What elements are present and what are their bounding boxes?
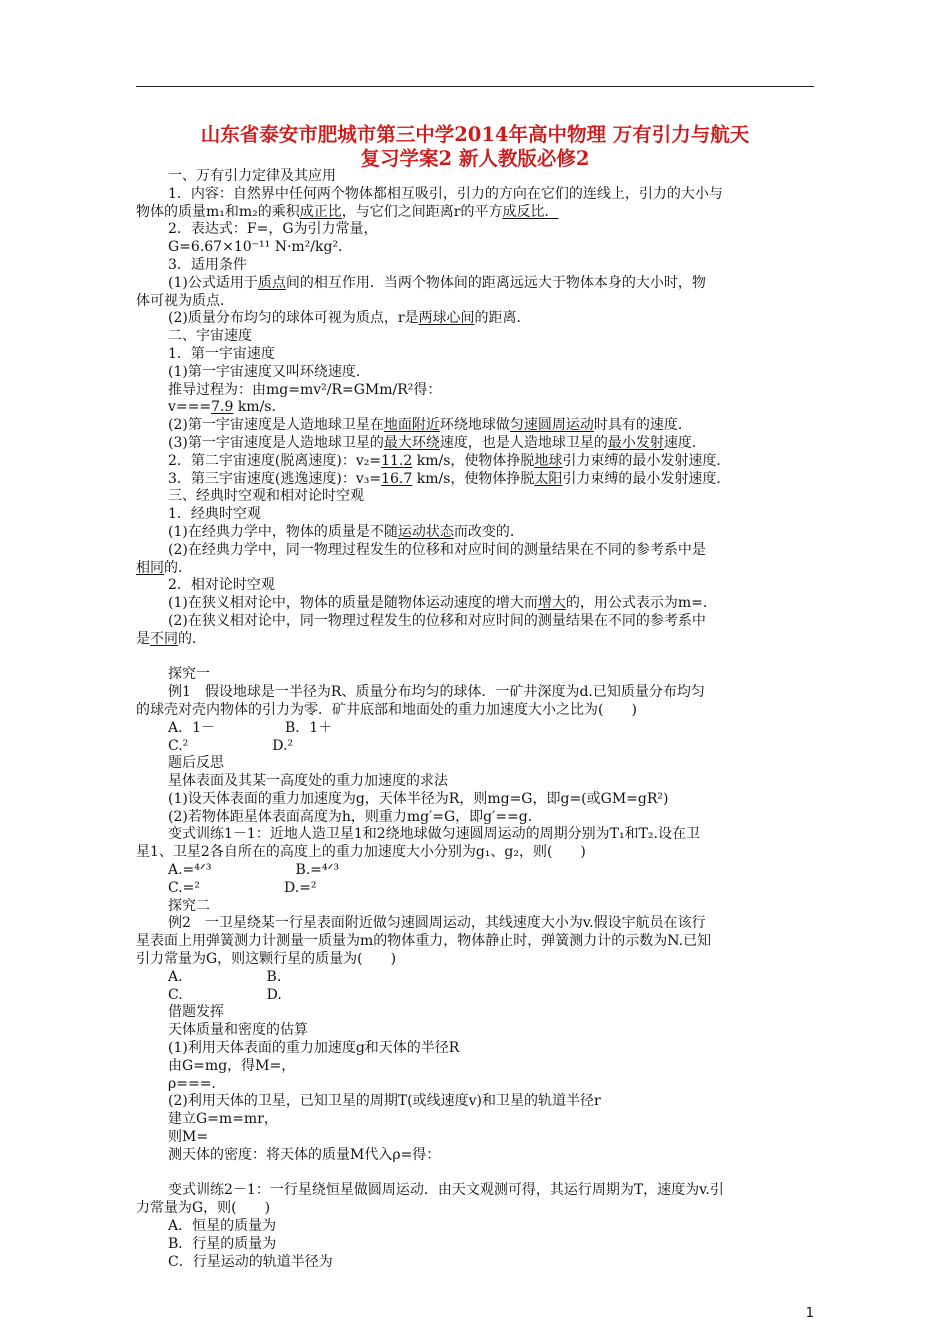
text-segment: 借题发挥 (168, 1004, 224, 1021)
text-line (136, 346, 816, 364)
text-line (136, 738, 816, 756)
text-line (136, 382, 816, 400)
text-segment: A.=⁴ᐟ³ B.=⁴ᐟ³ (168, 862, 340, 879)
text-segment: 时具有的速度． (593, 417, 692, 434)
text-segment: 2．第二宇宙速度(脱离速度)：v₂= (168, 452, 382, 469)
blank-line (136, 1165, 816, 1183)
text-line (136, 755, 816, 773)
underlined-answer: 两球心间 (418, 310, 475, 327)
text-segment: 引力常量为G，则这颗行星的质量为( ) (136, 951, 397, 968)
text-segment: A．恒星的质量为 (168, 1218, 277, 1235)
text-line (136, 1076, 816, 1094)
text-segment: G=6.67×10⁻¹¹ N·m²/kg². (168, 239, 343, 256)
text-segment: 推导过程为：由mg=mv²/R=GMm/R²得： (168, 381, 442, 398)
text-line (136, 560, 816, 578)
text-segment: v=== (168, 399, 212, 416)
text-segment: (2)第一宇宙速度是人造地球卫星在 (168, 417, 384, 434)
text-segment: 2．表达式：F=，G为引力常量， (168, 221, 378, 238)
text-line (136, 1058, 816, 1076)
text-line (136, 702, 816, 720)
text-segment: 是 (136, 630, 150, 647)
text-segment: (1)利用天体表面的重力加速度g和天体的半径R (168, 1040, 460, 1057)
text-segment: 3．第三宇宙速度(逃逸速度)：v₃= (168, 470, 382, 487)
text-segment: 变式训练1－1：近地人造卫星1和2绕地球做匀速圆周运动的周期分别为T₁和T₂.设在卫 (168, 826, 700, 843)
text-segment: (3)第一宇宙速度是人造地球卫星的 (168, 434, 384, 451)
text-segment: 物体的质量m₁和m₂的乘积 (136, 203, 300, 220)
text-line (136, 577, 816, 595)
text-line (136, 880, 816, 898)
text-segment: 的距离． (474, 310, 531, 327)
text-segment: (2)质量分布均匀的球体可视为质点，r是 (168, 310, 419, 327)
text-segment: (2)若物体距星体表面高度为h，则重力mg′=G，即g′==g. (168, 808, 533, 825)
underlined-answer: 地球 (534, 452, 563, 469)
text-segment: 一、万有引力定律及其应用 (168, 168, 336, 184)
text-segment: 测天体的密度：将天体的质量M代入ρ=得： (168, 1146, 441, 1163)
text-segment: 的球壳对壳内物体的引力为零．矿井底部和地面处的重力加速度大小之比为( ) (136, 701, 637, 718)
underlined-answer: 不同 (150, 630, 178, 647)
text-segment: 星表面上用弹簧测力计测量一质量为m的物体重力，物体静止时，弹簧测力计的示数为N.已知 (136, 933, 712, 950)
text-line (136, 275, 816, 293)
text-line (136, 1093, 816, 1111)
text-line (136, 969, 816, 987)
text-segment: 1．内容：自然界中任何两个物体都相互吸引，引力的方向在它们的连线上，引力的大小与 (168, 185, 723, 202)
text-line (136, 168, 816, 186)
text-line (136, 1254, 816, 1272)
underlined-answer: 16.7 (381, 470, 413, 487)
document-body (136, 168, 816, 1271)
text-line (136, 987, 816, 1005)
text-segment: (1)在狭义相对论中，物体的质量是随物体运动速度的增大而 (168, 595, 538, 612)
text-segment: A．1－ B．1＋ (168, 719, 333, 736)
text-segment: 速度，也是人造地球卫星的 (439, 434, 608, 451)
text-line (136, 844, 816, 862)
text-segment: 3．适用条件 (168, 256, 247, 273)
text-segment: 而改变的． (453, 523, 524, 540)
underlined-answer: 最小发射 (607, 434, 664, 451)
text-line (136, 951, 816, 969)
text-segment: ，与它们之间距离r的平方 (341, 203, 503, 220)
underlined-answer: 相同 (136, 559, 164, 576)
text-segment: 环绕地球做 (439, 417, 510, 434)
text-line (136, 506, 816, 524)
underlined-answer: 匀速圆周运动 (509, 417, 594, 434)
text-segment: 题后反思 (168, 755, 224, 772)
text-segment: (2)利用天体的卫星，已知卫星的周期T(或线速度v)和卫星的轨道半径r (168, 1093, 601, 1110)
text-segment: 天体质量和密度的估算 (168, 1022, 308, 1039)
text-line (136, 221, 816, 239)
text-segment: (1)设天体表面的重力加速度为g，天体半径为R，则mg=G，即g=(或GM=gR²) (168, 790, 669, 807)
text-segment: 间的相互作用．当两个物体间的距离远远大于物体本身的大小时，物 (285, 274, 706, 291)
text-line (136, 595, 816, 613)
text-segment: km/s，使物体挣脱 (412, 470, 535, 487)
text-segment: 建立G=m=mr， (168, 1111, 278, 1128)
text-line (136, 524, 816, 542)
text-segment: (1)公式适用于 (168, 274, 258, 291)
text-line (136, 293, 816, 311)
underlined-answer: 太阳 (534, 470, 563, 487)
text-segment: 二、宇宙速度 (168, 328, 252, 345)
underlined-answer: 运动状态 (397, 523, 454, 540)
text-line (136, 720, 816, 738)
text-line (136, 257, 816, 275)
text-segment: 则M= (168, 1129, 209, 1146)
text-segment: 引力束缚的最小发射速度． (562, 470, 731, 487)
text-line (136, 399, 816, 417)
text-segment: 星1、卫星2各自所在的高度上的重力加速度大小分别为g₁、g₂，则( ) (136, 844, 586, 861)
text-line (136, 933, 816, 951)
text-line (136, 1147, 816, 1165)
text-segment: (1)第一宇宙速度又叫环绕速度． (168, 363, 370, 380)
text-segment: 的． (164, 559, 192, 576)
text-segment: km/s，使物体挣脱 (412, 452, 535, 469)
text-segment: (2)在狭义相对论中，同一物理过程发生的位移和对应时间的测量结果在不同的参考系中 (168, 612, 706, 629)
text-line (136, 862, 816, 880)
blank-line (136, 649, 816, 667)
text-line (136, 1182, 816, 1200)
text-line (136, 809, 816, 827)
text-line (136, 1111, 816, 1129)
text-segment: B．行星的质量为 (168, 1235, 277, 1252)
underlined-answer: 成正比 (299, 203, 342, 220)
document-title-line1: 山东省泰安市肥城市第三中学2014年高中物理 万有引力与航天 (200, 123, 750, 146)
text-segment: 引力束缚的最小发射速度． (562, 452, 731, 469)
text-line (136, 791, 816, 809)
text-segment: (1)在经典力学中，物体的质量是不随 (168, 523, 398, 540)
text-line (136, 915, 816, 933)
text-line (136, 1040, 816, 1058)
text-line (136, 1218, 816, 1236)
underlined-answer: 7.9 (211, 399, 234, 416)
text-line (136, 328, 816, 346)
text-segment: 1．经典时空观 (168, 506, 261, 523)
text-line (136, 613, 816, 631)
text-segment: 三、经典时空观和相对论时空观 (168, 488, 364, 505)
text-segment: 由G=mg，得M=， (168, 1057, 296, 1074)
text-segment: 2．相对论时空观 (168, 577, 275, 594)
underlined-answer: 地面附近 (383, 417, 440, 434)
underlined-answer: 质点 (257, 274, 286, 291)
text-line (136, 417, 816, 435)
underlined-answer: 最大环绕 (383, 434, 440, 451)
underlined-answer: 增大 (537, 595, 566, 612)
text-segment: 星体表面及其某一高度处的重力加速度的求法 (168, 773, 448, 790)
header-rule (136, 86, 814, 87)
text-line (136, 435, 816, 453)
text-segment: ρ===. (168, 1075, 216, 1092)
text-line (136, 684, 816, 702)
text-segment: 速度． (663, 434, 706, 451)
text-line (136, 471, 816, 489)
text-segment: C. D. (168, 986, 282, 1003)
text-line (136, 186, 816, 204)
document-title-line2: 复习学案2 新人教版必修2 (360, 147, 590, 170)
text-line (136, 239, 816, 257)
text-line (136, 1129, 816, 1147)
text-line (136, 1022, 816, 1040)
text-segment: C.=² D.=² (168, 879, 317, 896)
text-segment: 变式训练2－1：一行星绕恒星做圆周运动．由天文观测可得，其运行周期为T，速度为v.引 (168, 1182, 724, 1199)
text-line (136, 542, 816, 560)
text-segment: 例2 一卫星绕某一行星表面附近做匀速圆周运动，其线速度大小为v.假设宇航员在该行 (168, 915, 706, 932)
text-segment: A. B. (168, 968, 282, 985)
text-line (136, 204, 816, 222)
text-line (136, 631, 816, 649)
text-segment: 探究一 (168, 666, 210, 683)
text-segment: C．行星运动的轨道半径为 (168, 1253, 333, 1270)
text-line (136, 453, 816, 471)
text-line (136, 310, 816, 328)
text-segment: 1．第一宇宙速度 (168, 345, 275, 362)
text-segment: 探究二 (168, 897, 210, 914)
text-line (136, 1004, 816, 1022)
text-segment: 体可视为质点． (136, 292, 234, 309)
text-segment: 的． (178, 630, 206, 647)
text-line (136, 826, 816, 844)
page-number: 1 (805, 1306, 814, 1321)
text-segment: (2)在经典力学中，同一物理过程发生的位移和对应时间的测量结果在不同的参考系中是 (168, 541, 706, 558)
text-line (136, 666, 816, 684)
underlined-answer: 成反比． (502, 203, 559, 220)
text-line (136, 898, 816, 916)
text-line (136, 773, 816, 791)
text-segment: km/s. (233, 399, 276, 416)
text-line (136, 1236, 816, 1254)
text-segment: C.² D.² (168, 737, 294, 754)
text-segment: 力常量为G，则( ) (136, 1200, 271, 1217)
text-segment: 的，用公式表示为m=. (565, 595, 708, 612)
text-segment: 例1 假设地球是一半径为R、质量分布均匀的球体．一矿井深度为d.已知质量分布均匀 (168, 684, 705, 701)
text-line (136, 364, 816, 382)
text-line (136, 488, 816, 506)
text-line (136, 1200, 816, 1218)
underlined-answer: 11.2 (381, 452, 413, 469)
